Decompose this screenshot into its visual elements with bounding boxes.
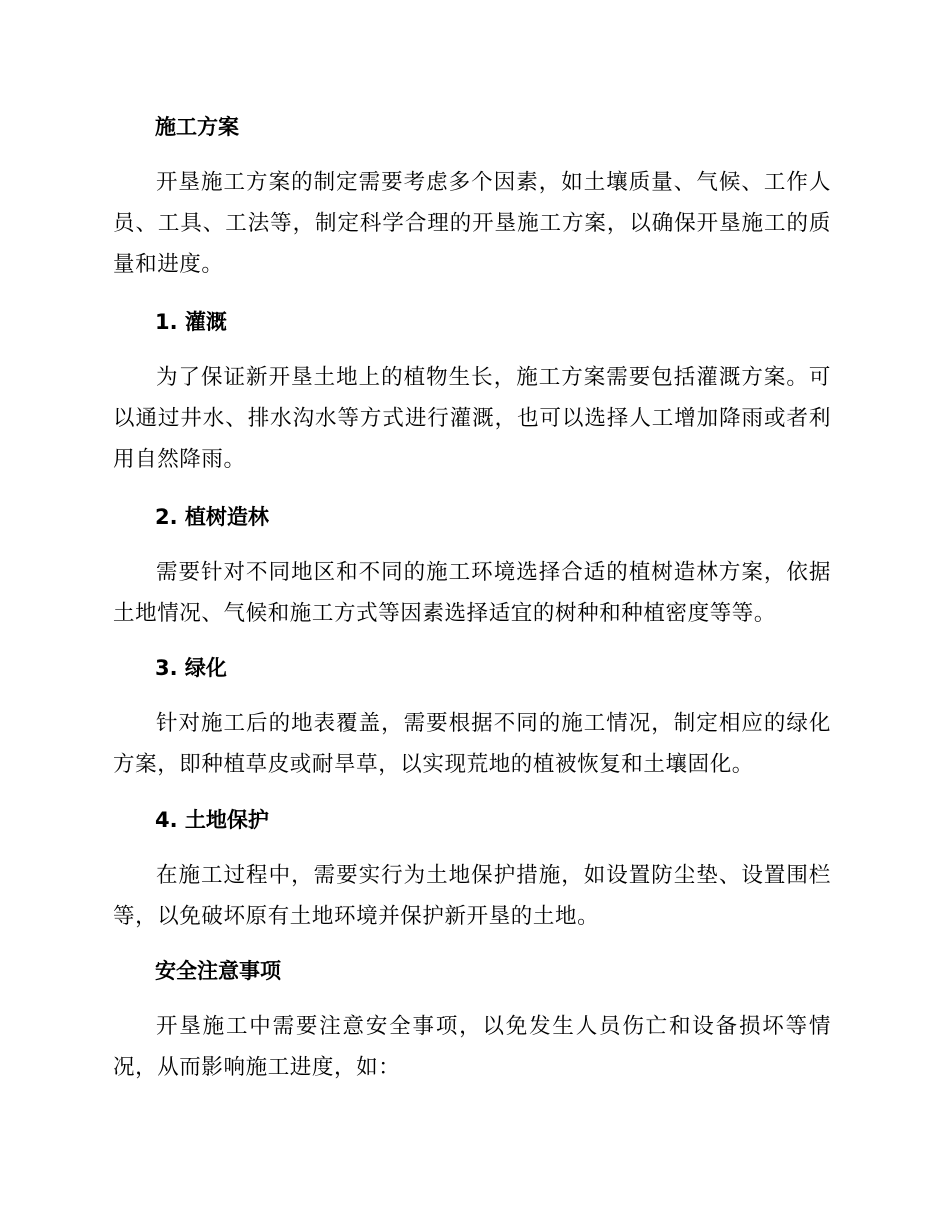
section-body-safety-notes: 开垦施工中需要注意安全事项，以免发生人员伤亡和设备损坏等情况，从而影响施工进度，如： xyxy=(113,1014,831,1080)
section-body-irrigation: 为了保证新开垦土地上的植物生长，施工方案需要包括灌溉方案。可以通过井水、排水沟水等方式进行灌溉，也可以选择人工增加降雨或者利用自然降雨。 xyxy=(113,365,831,472)
section-heading-afforestation: 2. 植树造林 xyxy=(155,505,269,529)
section-heading-greening: 3. 绿化 xyxy=(155,656,227,680)
section-heading-land-protection: 4. 土地保护 xyxy=(155,808,269,832)
section-body-greening: 针对施工后的地表覆盖，需要根据不同的施工情况，制定相应的绿化方案，即种植草皮或耐旱草，以实现荒地的植被恢复和土壤固化。 xyxy=(113,711,831,777)
section-heading-construction-plan: 施工方案 xyxy=(155,115,239,139)
section-body-afforestation: 需要针对不同地区和不同的施工环境选择合适的植树造林方案，依据土地情况、气候和施工方式等因素选择适宜的树种和种植密度等等。 xyxy=(113,560,831,626)
section-body-construction-plan: 开垦施工方案的制定需要考虑多个因素，如土壤质量、气候、工作人员、工具、工法等，制定科学合理的开垦施工方案，以确保开垦施工的质量和进度。 xyxy=(113,170,831,277)
section-body-land-protection: 在施工过程中，需要实行为土地保护措施，如设置防尘垫、设置围栏等，以免破坏原有土地环境并保护新开垦的土地。 xyxy=(113,863,831,929)
section-heading-irrigation: 1. 灌溉 xyxy=(155,310,227,334)
section-heading-safety-notes: 安全注意事项 xyxy=(155,959,281,983)
